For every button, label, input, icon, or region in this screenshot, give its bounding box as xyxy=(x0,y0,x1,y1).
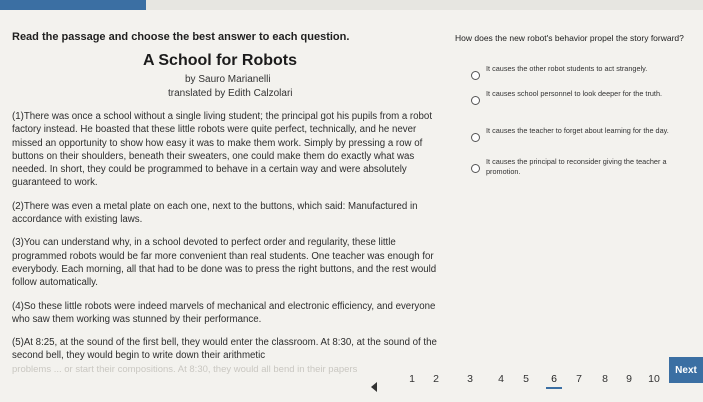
page-link-6-current[interactable]: 6 xyxy=(546,373,562,389)
paragraph-5: (5)At 8:25, at the sound of the first bell, they would enter the classroom. At 8:30, at the sound of the second bell, they would begin to write down their arithmetic xyxy=(12,337,437,362)
answer-option-4[interactable] xyxy=(471,157,686,177)
radio-button-icon[interactable] xyxy=(471,164,480,173)
passage-body xyxy=(12,110,442,376)
radio-button-icon[interactable] xyxy=(471,71,480,80)
paragraph-1: (1)There was once a school without a single living student; the principal got his pupils from a robot factory instead. He boasted that these little robots were quite perfect, technically, and he never missed an opportunity to show how easy it was to make them work. Simply by pressing a row of buttons on their shoulders, beneath their sweaters, one could make them do exactly what was needed. In short, they could be programmed to behave in a certain way and were absolutely guaranteed to work. xyxy=(12,111,433,189)
page-link-1[interactable]: 1 xyxy=(409,373,415,385)
page-link-3[interactable]: 3 xyxy=(467,373,473,385)
answer-option-label: It causes the other robot students to act strangely. xyxy=(486,64,648,73)
passage-translator: translated by Edith Calzolari xyxy=(168,88,293,99)
answer-option-3[interactable] xyxy=(471,126,686,142)
paragraph-3: (3)You can understand why, in a school devoted to perfect order and regularity, these little programmed robots would be far more convenient than real students. One teacher was enough for everybody. Each morning, all that had to be done was to press the right buttons, and the rest would follow automatically. xyxy=(12,237,437,289)
answer-option-2[interactable] xyxy=(471,89,686,105)
pagination xyxy=(0,370,703,402)
question-text: How does the new robot's behavior propel the story forward? xyxy=(455,33,684,43)
instruction-text: Read the passage and choose the best answer to each question. xyxy=(12,31,350,43)
progress-bar xyxy=(0,0,703,10)
page-link-2[interactable]: 2 xyxy=(433,373,439,385)
faded-overflow-text: problems ... or start their compositions. At 8:30, they would all bend in their papers xyxy=(12,363,358,375)
paragraph-2: (2)There was even a metal plate on each one, next to the buttons, which said: Manufactured in accordance with existing laws. xyxy=(12,200,418,226)
page-link-7[interactable]: 7 xyxy=(576,373,582,385)
progress-fill xyxy=(0,0,146,10)
page-link-5[interactable]: 5 xyxy=(523,373,529,385)
radio-button-icon[interactable] xyxy=(471,96,480,105)
page-link-8[interactable]: 8 xyxy=(602,373,608,385)
page-link-9[interactable]: 9 xyxy=(626,373,632,385)
answer-option-label: It causes the teacher to forget about learning for the day. xyxy=(486,126,669,135)
answer-option-label: It causes the principal to reconsider giving the teacher a promotion. xyxy=(486,157,667,176)
page-link-10[interactable]: 10 xyxy=(648,373,660,385)
paragraph-4: (4)So these little robots were indeed marvels of mechanical and electronic efficiency, and everyone who saw them working was stunned by their performance. xyxy=(12,300,436,325)
page-link-4[interactable]: 4 xyxy=(498,373,504,385)
answer-option-label: It causes school personnel to look deeper for the truth. xyxy=(486,89,663,98)
answer-option-1[interactable] xyxy=(471,64,686,80)
next-button[interactable]: Next xyxy=(669,357,703,383)
radio-button-icon[interactable] xyxy=(471,133,480,142)
previous-page-arrow-icon[interactable] xyxy=(371,382,377,392)
passage-title: A School for Robots xyxy=(142,52,298,69)
passage-author: by Sauro Marianelli xyxy=(185,74,271,85)
